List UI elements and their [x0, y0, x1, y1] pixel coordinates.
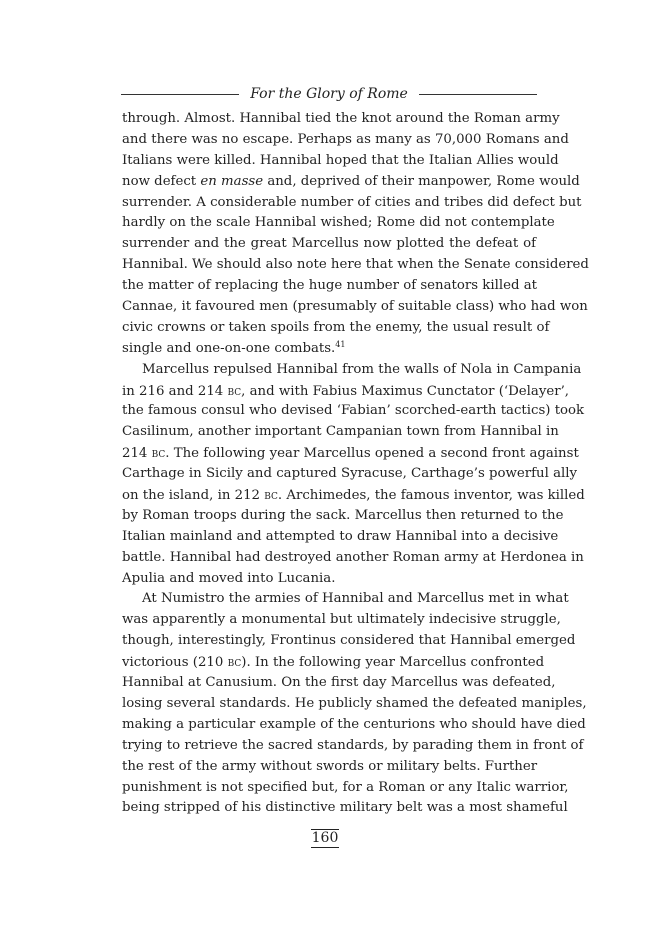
paragraph: [122, 360, 585, 590]
text-line: by Roman troops during the sack. Marcellus then returned to the: [122, 507, 564, 523]
text-line: the matter of replacing the huge number of senators killed at: [122, 278, 537, 294]
text-line: being stripped of his distinctive military belt was a most shameful: [122, 800, 568, 816]
text-line: Italians were killed. Hannibal hoped that the Italian Allies would: [122, 152, 559, 168]
text-line: now defect en masse and, deprived of their manpower, Rome would: [122, 173, 580, 189]
text-line: Hannibal. We should also note here that when the Senate considered: [122, 257, 589, 273]
text-line: in 216 and 214 bc, and with Fabius Maximus Cunctator (‘Delayer’,: [122, 382, 570, 399]
era-abbreviation: bc: [264, 487, 278, 503]
text-line: and there was no escape. Perhaps as many as 70,000 Romans and: [122, 131, 569, 147]
text-line: the famous consul who devised ‘Fabian’ scorched-earth tactics) took: [122, 403, 585, 419]
text-line: Italian mainland and attempted to draw Hannibal into a decisive: [122, 528, 559, 544]
text-line: surrender. A considerable number of cities and tribes did defect but: [122, 194, 582, 210]
era-abbreviation: bc: [151, 445, 166, 461]
text-line: though, interestingly, Frontinus considered that Hannibal emerged: [122, 633, 576, 649]
text-line: battle. Hannibal had destroyed another Roman army at Herdonea in: [122, 549, 584, 565]
text-line: punishment is not specified but, for a Roman or any Italic warrior,: [122, 779, 569, 795]
page-number-value: 160: [311, 830, 339, 846]
paragraph: [122, 109, 589, 360]
page-number: [0, 829, 650, 848]
text-line: Apulia and moved into Lucania.: [122, 570, 336, 586]
text-line: Marcellus repulsed Hannibal from the walls of Nola in Campania: [142, 361, 582, 377]
header-rule-left: [121, 94, 239, 95]
text-line: 214 bc. The following year Marcellus opened a second front against: [122, 445, 579, 462]
text-line: victorious (210 bc). In the following year Marcellus confronted: [122, 654, 545, 671]
text-line: surrender and the great Marcellus now plotted the defeat of: [122, 236, 536, 252]
text-line: Cannae, it favoured men (presumably of suitable class) who had won: [122, 299, 588, 315]
text-line: making a particular example of the centurions who should have died: [122, 716, 586, 732]
text-line: through. Almost. Hannibal tied the knot around the Roman army: [122, 111, 560, 126]
paragraph: [122, 589, 587, 819]
era-abbreviation: bc: [227, 382, 242, 398]
text-line: hardly on the scale Hannibal wished; Rome did not contemplate: [122, 215, 555, 231]
text-line: Casilinum, another important Campanian town from Hannibal in: [122, 424, 559, 440]
italic-phrase: en masse: [200, 173, 264, 189]
text-line: the rest of the army without swords or military belts. Further: [122, 758, 538, 774]
text-line: on the island, in 212 bc. Archimedes, the famous inventor, was killed: [122, 487, 585, 504]
text-line: single and one-on-one combats.$^{41}$: [122, 339, 346, 356]
running-header-title: For the Glory of Rome: [250, 86, 408, 102]
text-line: Hannibal at Canusium. On the first day Marcellus was defeated,: [122, 675, 556, 691]
text-line: was apparently a monumental but ultimately indecisive struggle,: [122, 612, 561, 628]
footnote-marker: 41: [335, 339, 346, 349]
era-abbreviation: bc: [227, 654, 242, 670]
text-line: trying to retrieve the sacred standards, by parading them in front of: [122, 737, 584, 753]
body-text: [122, 109, 589, 819]
header-rule-right: [419, 94, 537, 95]
text-line: civic crowns or taken spoils from the enemy, the usual result of: [122, 319, 550, 335]
text-line: losing several standards. He publicly shamed the defeated maniples,: [122, 695, 587, 711]
text-line: At Numistro the armies of Hannibal and Marcellus met in what: [142, 591, 569, 607]
text-line: Carthage in Sicily and captured Syracuse, Carthage’s powerful ally: [122, 466, 578, 482]
running-header: [121, 84, 537, 104]
